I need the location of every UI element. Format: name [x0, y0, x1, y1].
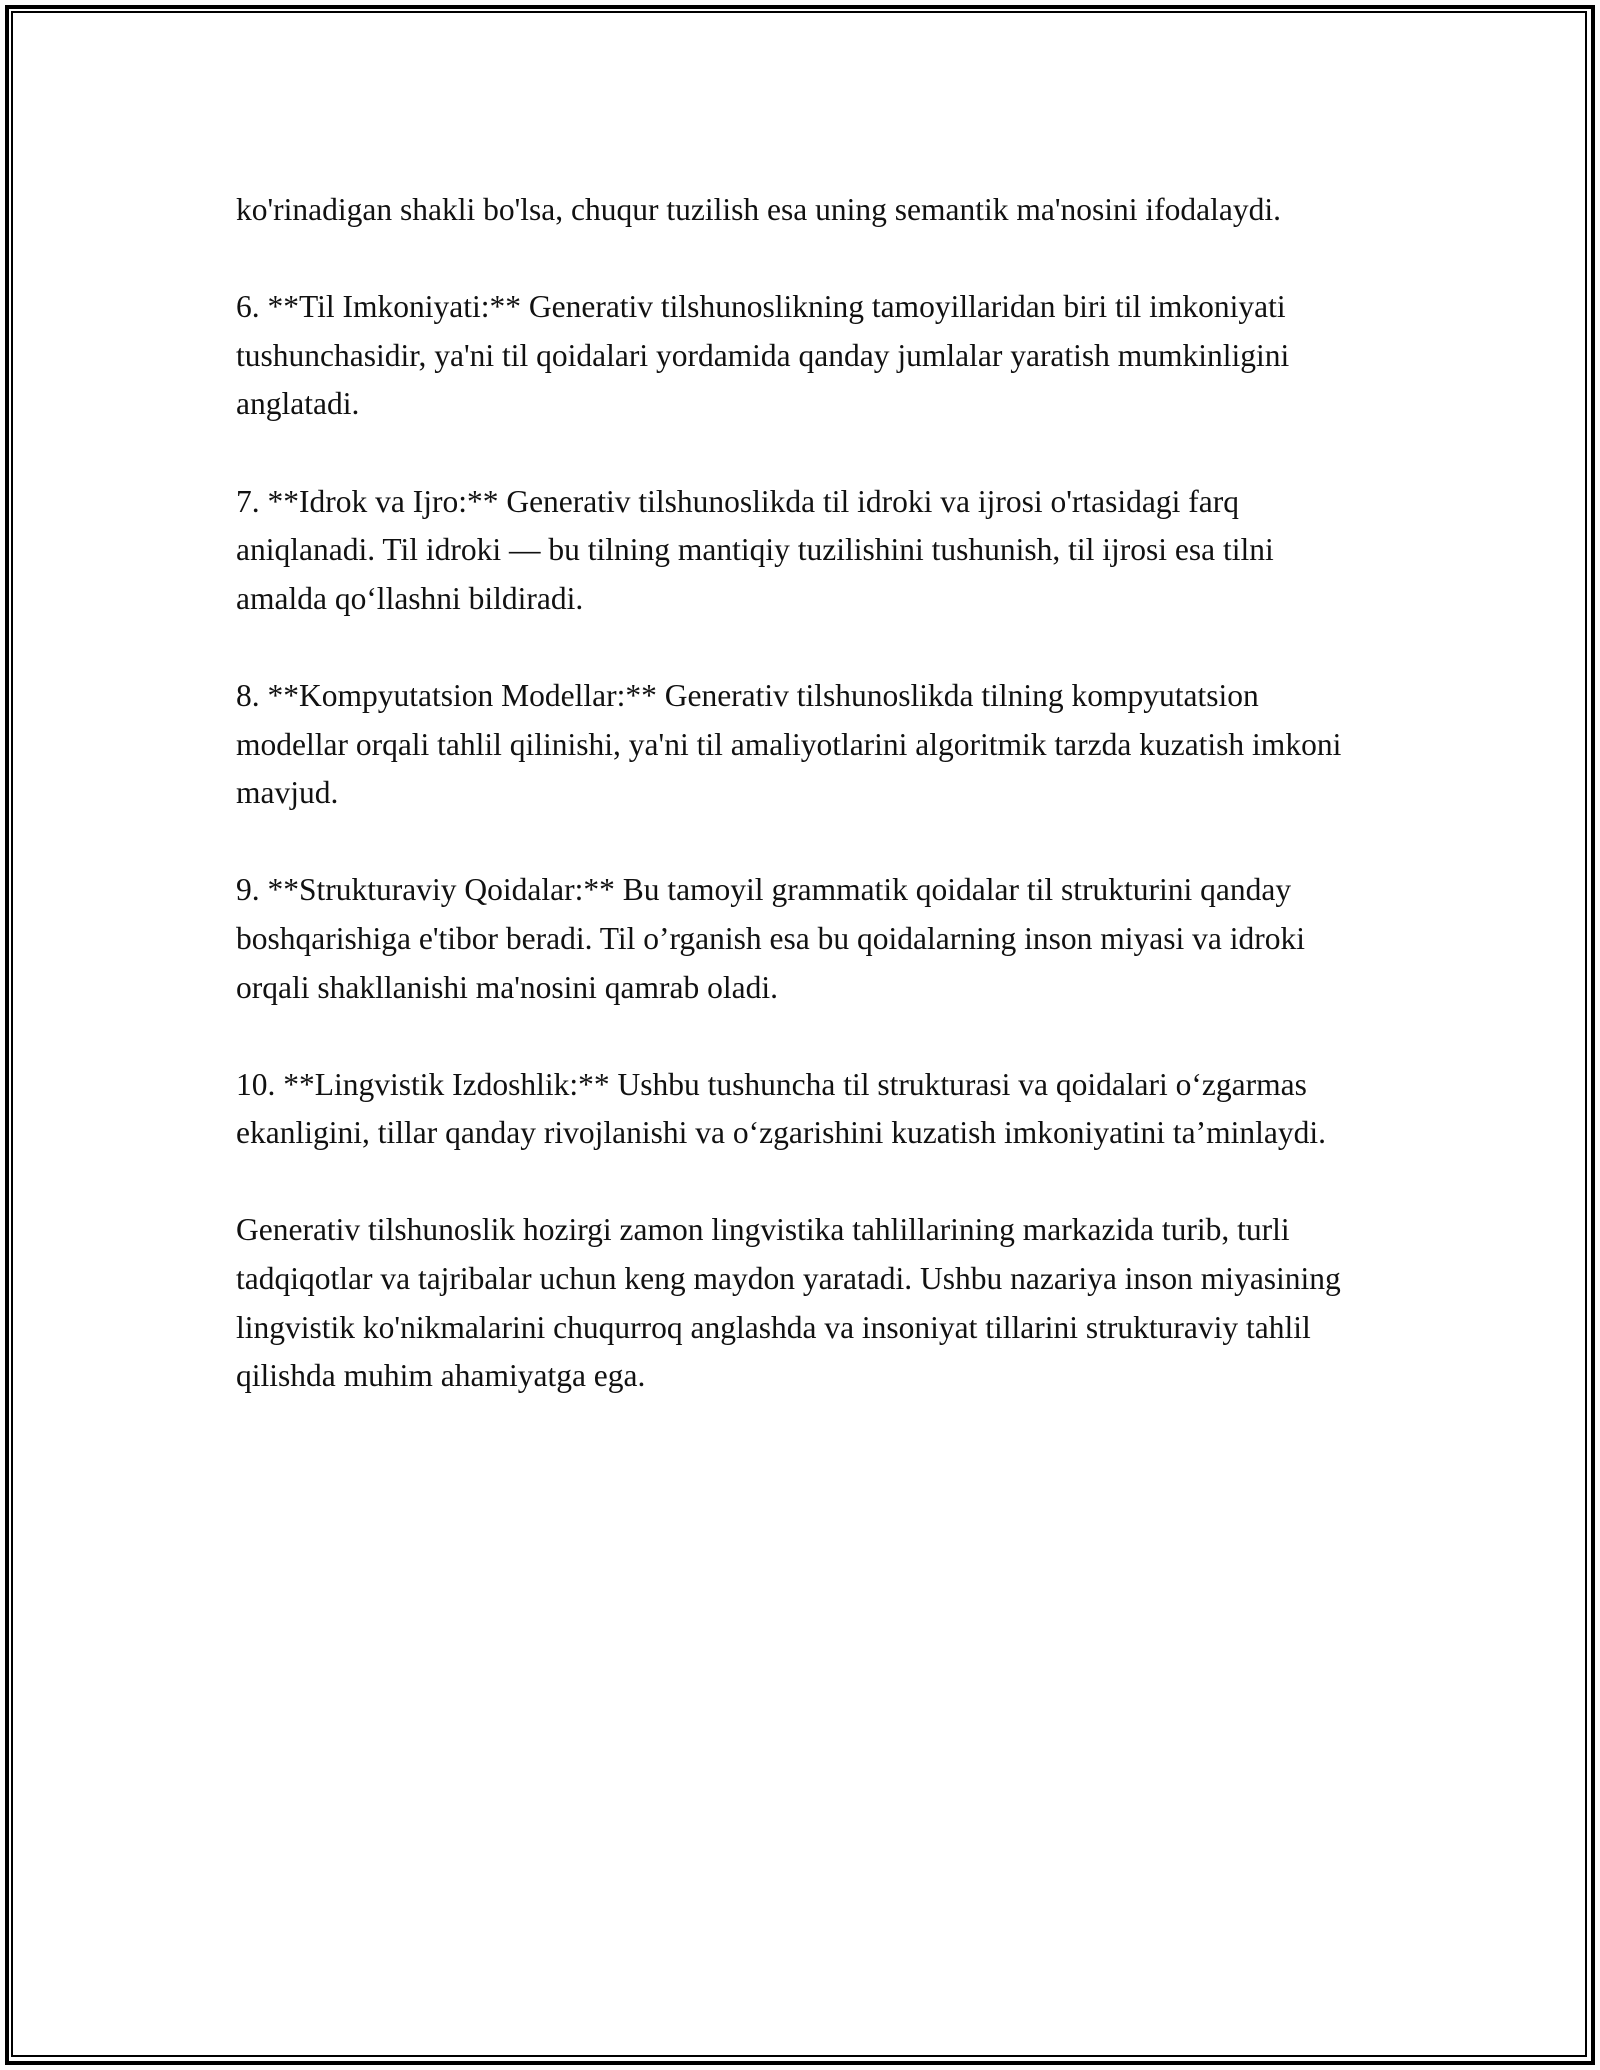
paragraph-continuation: ko'rinadigan shakli bo'lsa, chuqur tuzilish esa uning semantik ma'nosini ifodalaydi. [236, 192, 1281, 227]
document-body [236, 186, 1366, 1401]
paragraph-item-9: 9. **Strukturaviy Qoidalar:** Bu tamoyil grammatik qoidalar til strukturini qanday boshqarishiga e'tibor beradi. Til o’rganish esa bu qoidalarning inson miyasi va idroki orqali shakllanishi ma'nosini qamrab oladi. [236, 872, 1305, 1005]
paragraph-conclusion: Generativ tilshunoslik hozirgi zamon lingvistika tahlillarining markazida turib, turli tadqiqotlar va tajribalar uchun keng maydon yaratadi. Ushbu nazariya inson miyasining lingvistik ko'nikmalarini chuqurroq anglashda va insoniyat tillarini strukturaviy tahlil qilishda muhim ahamiyatga ega. [236, 1212, 1341, 1394]
paragraph-item-8: 8. **Kompyutatsion Modellar:** Generativ tilshunoslikda tilning kompyutatsion modellar orqali tahlil qilinishi, ya'ni til amaliyotlarini algoritmik tarzda kuzatish imkoni mavjud. [236, 677, 1342, 811]
paragraph-item-7: 7. **Idrok va Ijro:** Generativ tilshunoslikda til idroki va ijrosi o'rtasidagi farq aniqlanadi. Til idroki — bu tilning mantiqiy tuzilishini tushunish, til ijrosi esa tilni amalda qo‘llashni bildiradi. [236, 483, 1274, 616]
paragraph-item-6: 6. **Til Imkoniyati:** Generativ tilshunoslikning tamoyillaridan biri til imkoniyati tushunchasidir, ya'ni til qoidalari yordamida qanday jumlalar yaratish mumkinligini anglatadi. [236, 289, 1290, 422]
paragraph-item-10: 10. **Lingvistik Izdoshlik:** Ushbu tushuncha til strukturasi va qoidalari o‘zgarmas ekanligini, tillar qanday rivojlanishi va o‘zgarishini kuzatish imkoniyatini ta’minlaydi. [236, 1066, 1327, 1151]
